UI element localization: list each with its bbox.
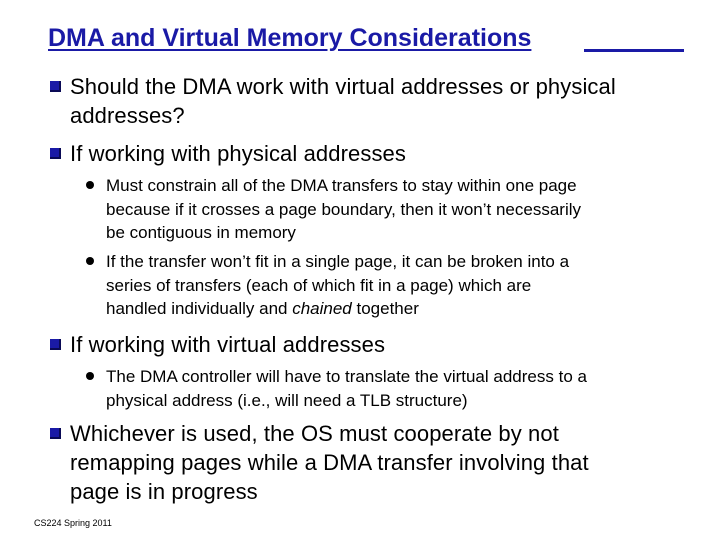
bullet-virtual-addresses [48, 330, 678, 359]
subbullet-line: Must constrain all of the DMA transfers to stay within one page [106, 176, 577, 195]
subbullet-line: physical address (i.e., will need a TLB structure) [106, 390, 468, 410]
bullet-line: Whichever is used, the OS must cooperate by not [70, 421, 559, 446]
subbullet-text: handled individually and [106, 299, 293, 318]
subbullet-line: series of transfers (each of which fit in a page) which are [106, 275, 532, 295]
bullet-os-cooperation [48, 419, 678, 506]
subbullet-line: because if it crosses a page boundary, then it won’t necessarily [106, 199, 582, 219]
bullet-line: page is in progress [70, 479, 258, 504]
square-bullet-icon [50, 428, 61, 439]
square-bullet-icon [50, 81, 61, 92]
bullet-physical-addresses [48, 139, 678, 168]
emphasis-chained: chained [292, 299, 352, 318]
bullet-line: addresses? [70, 103, 185, 128]
subbullet-tlb-translation [86, 365, 676, 412]
subbullet-text: together [351, 299, 419, 318]
dot-bullet-icon [86, 372, 94, 380]
slide-footer: CS224 Spring 2011 [34, 518, 112, 528]
bullet-line: remapping pages while a DMA transfer involving that [70, 450, 589, 475]
title-underline-rule [584, 49, 684, 52]
slide-title: DMA and Virtual Memory Considerations [48, 24, 532, 52]
bullet-line: Should the DMA work with virtual addresses or physical [70, 74, 616, 99]
dot-bullet-icon [86, 257, 94, 265]
bullet-dma-address-question [48, 72, 678, 130]
dot-bullet-icon [86, 181, 94, 189]
bullet-line: If working with physical addresses [70, 141, 406, 166]
bullet-line: If working with virtual addresses [70, 332, 386, 357]
subbullet-chained-transfers [86, 250, 676, 321]
square-bullet-icon [50, 339, 61, 350]
subbullet-line: be contiguous in memory [106, 223, 296, 242]
subbullet-line [106, 297, 676, 321]
square-bullet-icon [50, 148, 61, 159]
subbullet-constrain-transfers [86, 174, 676, 245]
subbullet-line: If the transfer won’t fit in a single page, it can be broken into a [106, 252, 570, 271]
subbullet-line: The DMA controller will have to translate the virtual address to a [106, 367, 587, 386]
